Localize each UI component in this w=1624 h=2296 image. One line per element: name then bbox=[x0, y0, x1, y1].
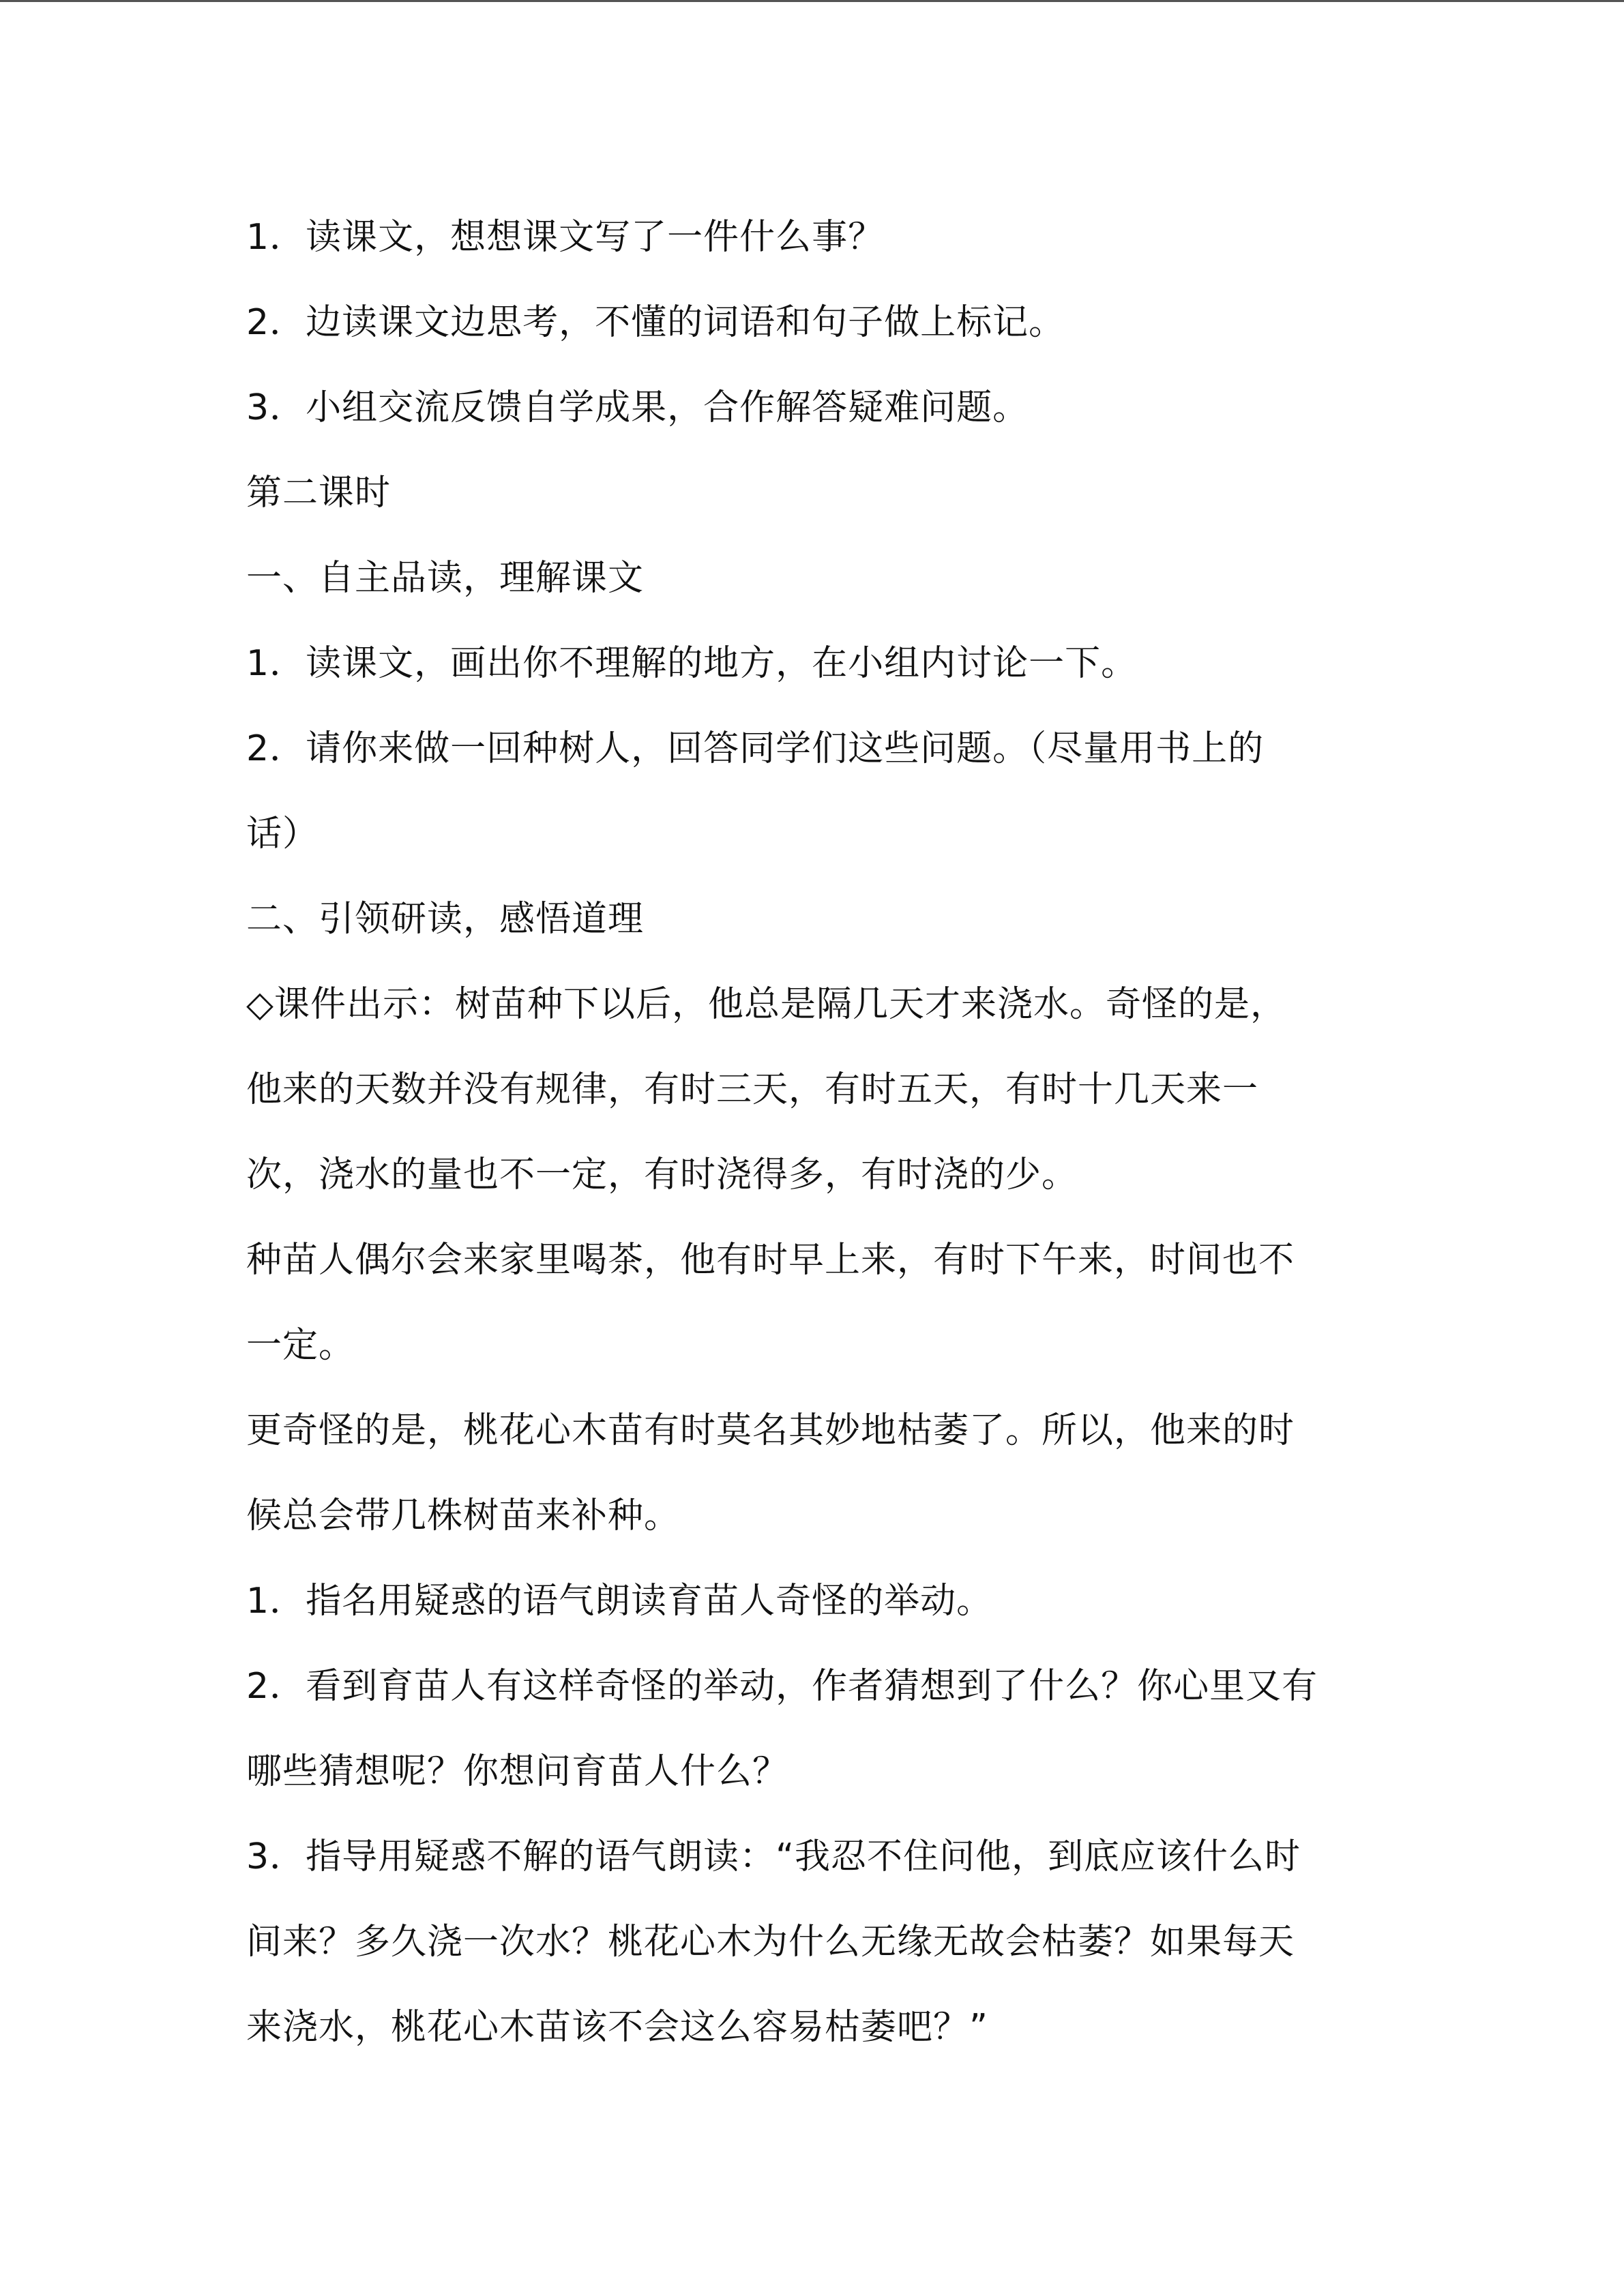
section-2-step-3-line-1: 3．指导用疑惑不解的语气朗读：“我忍不住问他，到底应该什么时 bbox=[246, 1836, 1301, 1877]
section-2-step-3-line-3: 来浇水，桃花心木苗该不会这么容易枯萎吧？” bbox=[246, 2007, 988, 2048]
courseware-quote-line-5: 一定。 bbox=[246, 1325, 355, 1366]
courseware-quote-line-7: 候总会带几株树苗来补种。 bbox=[246, 1495, 681, 1536]
page-top-border bbox=[0, 0, 1624, 2]
courseware-quote-line-2: 他来的天数并没有规律，有时三天，有时五天，有时十几天来一 bbox=[246, 1069, 1259, 1110]
step-2-mark-words: 2．边读课文边思考，不懂的词语和句子做上标记。 bbox=[246, 302, 1065, 343]
section-2-step-2-line-2: 哪些猜想呢？你想问育苗人什么？ bbox=[246, 1751, 789, 1792]
section-2-step-1: 1．指名用疑惑的语气朗读育苗人奇怪的举动。 bbox=[246, 1581, 993, 1622]
step-1-read-text: 1．读课文，想想课文写了一件什么事？ bbox=[246, 217, 885, 258]
lesson-2-heading: 第二课时 bbox=[246, 473, 392, 513]
section-2-heading: 二、引领研读，感悟道理 bbox=[246, 899, 645, 940]
section-2-step-2-line-1: 2．看到育苗人有这样奇怪的举动，作者猜想到了什么？你心里又有 bbox=[246, 1666, 1318, 1707]
section-1-step-1: 1．读课文，画出你不理解的地方，在小组内讨论一下。 bbox=[246, 643, 1138, 684]
section-1-step-2-line-1: 2．请你来做一回种树人，回答同学们这些问题。（尽量用书上的 bbox=[246, 728, 1265, 769]
section-1-step-2-line-2: 话） bbox=[246, 814, 319, 854]
courseware-quote-line-3: 次，浇水的量也不一定，有时浇得多，有时浇的少。 bbox=[246, 1154, 1078, 1195]
step-3-group-discussion: 3．小组交流反馈自学成果，合作解答疑难问题。 bbox=[246, 387, 1029, 428]
document-body bbox=[246, 195, 1378, 2070]
section-2-step-3-line-2: 间来？多久浇一次水？桃花心木为什么无缘无故会枯萎？如果每天 bbox=[246, 1922, 1295, 1963]
courseware-quote-line-4: 种苗人偶尔会来家里喝茶，他有时早上来，有时下午来，时间也不 bbox=[246, 1240, 1295, 1281]
section-1-heading: 一、自主品读，理解课文 bbox=[246, 558, 645, 599]
courseware-quote-line-6: 更奇怪的是，桃花心木苗有时莫名其妙地枯萎了。所以，他来的时 bbox=[246, 1410, 1295, 1451]
courseware-quote-line-1: ◇课件出示：树苗种下以后，他总是隔几天才来浇水。奇怪的是， bbox=[246, 984, 1286, 1025]
